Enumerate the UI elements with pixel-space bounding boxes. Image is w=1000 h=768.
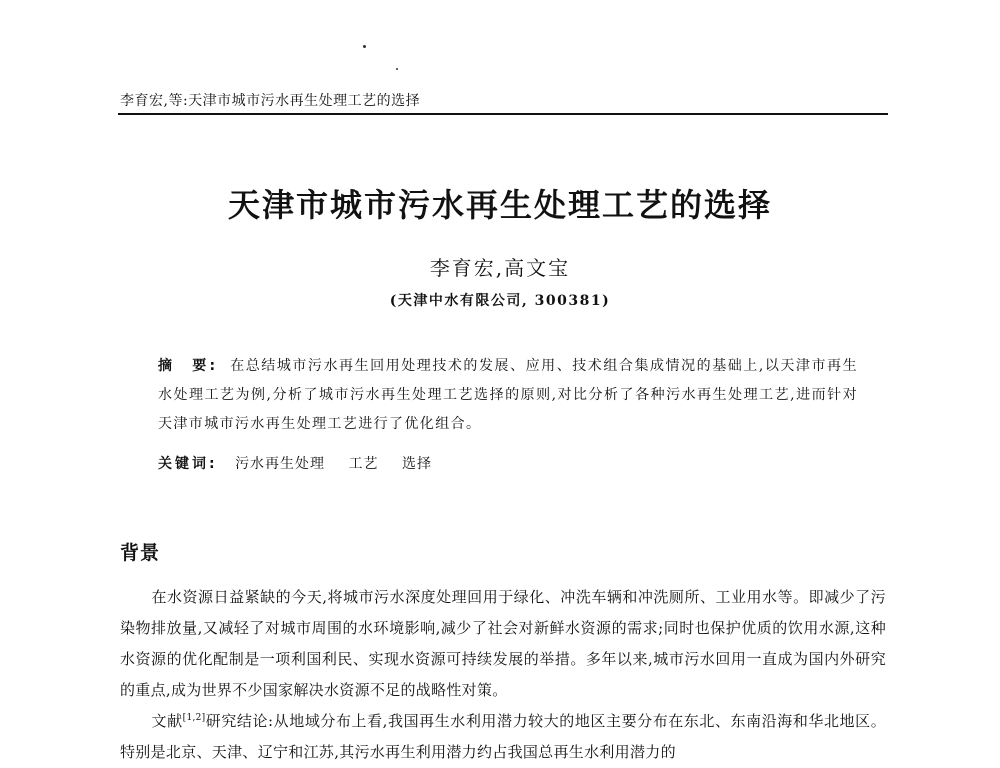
header-rule <box>118 113 888 115</box>
abstract-text: 在总结城市污水再生回用处理技术的发展、应用、技术组合集成情况的基础上,以天津市再生水处理工艺为例,分析了城市污水再生处理工艺选择的原则,对比分析了各种污水再生处理工艺,进而针对天津市城市污水再生处理工艺进行了优化组合。 <box>158 358 858 432</box>
body-paragraph <box>120 706 886 768</box>
keywords <box>158 453 450 473</box>
keyword-item: 选择 <box>401 456 432 472</box>
paper-title: 天津市城市污水再生处理工艺的选择 <box>227 186 772 224</box>
paragraph-text: 研究结论:从地域分布上看,我国再生水利用潜力较大的地区主要分布在东北、东南沿海和华北地区。特别是北京、天津、辽宁和江苏,其污水再生利用潜力约占我国总再生水利用潜力的 <box>120 712 887 761</box>
abstract-label: 摘 要: <box>158 358 219 374</box>
citation-prefix: 文献 <box>151 712 183 730</box>
body-text <box>120 582 886 768</box>
running-header: 李育宏,等:天津市城市污水再生处理工艺的选择 <box>120 93 421 109</box>
body-paragraph: 在水资源日益紧缺的今天,将城市污水深度处理回用于绿化、冲洗车辆和冲洗厕所、工业用水等。即减少了污染物排放量,又减轻了对城市周围的水环境影响,减少了社会对新鲜水资源的需求;同时也保护优质的饮用水源,这种水资源的优化配制是一项利国利民、实现水资源可持续发展的举措。多年以来,城市污水回用一直成为国内外研究的重点,成为世界不少国家解决水资源不足的战略性对策。 <box>120 588 886 699</box>
scan-dot <box>396 68 398 70</box>
keyword-item: 工艺 <box>348 456 379 472</box>
paper-affiliation: (天津中水有限公司, 300381) <box>389 293 611 309</box>
scan-dot <box>363 45 366 48</box>
paper-authors: 李育宏,高文宝 <box>429 256 571 280</box>
citation-ref: [1,2] <box>182 713 206 723</box>
keywords-label: 关键词: <box>158 456 218 472</box>
keyword-item: 污水再生处理 <box>235 456 326 472</box>
section-heading: 背景 <box>120 542 161 564</box>
abstract <box>158 352 858 439</box>
